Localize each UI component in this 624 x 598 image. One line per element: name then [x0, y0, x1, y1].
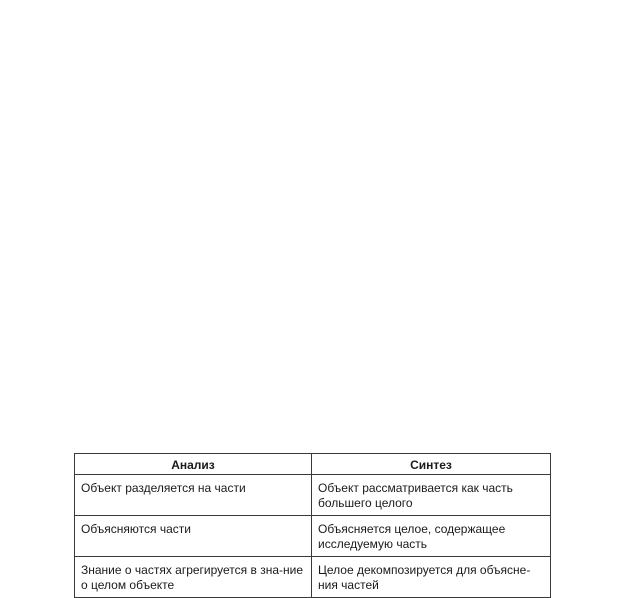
analysis-cell: Объект разделяется на части [75, 475, 312, 516]
table-header-row [75, 454, 551, 475]
analysis-synthesis-table [74, 453, 551, 598]
column-header-synthesis: Синтез [312, 454, 551, 475]
analysis-cell: Объясняются части [75, 516, 312, 557]
synthesis-cell: Объясняется целое, содержащее исследуемую часть [312, 516, 551, 557]
table-row [75, 557, 551, 598]
column-header-analysis: Анализ [75, 454, 312, 475]
synthesis-cell: Целое декомпозируется для объясне-ния частей [312, 557, 551, 598]
table-row [75, 516, 551, 557]
table-row [75, 475, 551, 516]
analysis-cell: Знание о частях агрегируется в зна-ние о целом объекте [75, 557, 312, 598]
synthesis-cell: Объект рассматривается как часть большего целого [312, 475, 551, 516]
